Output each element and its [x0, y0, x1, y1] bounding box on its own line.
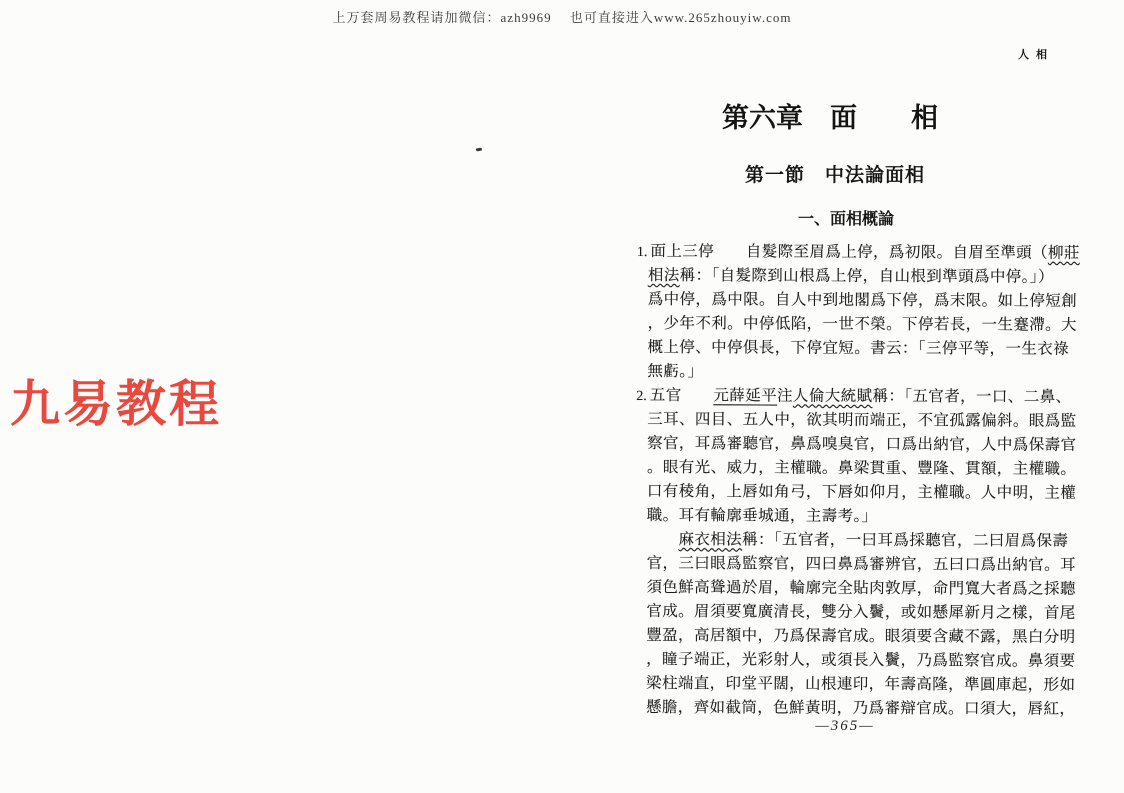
text-line: 2. 五官 元薛延平注人倫大統賦稱：「五官者，一口、二鼻、 [636, 387, 1072, 406]
watermark-text: 九易教程 [10, 375, 222, 433]
text-line: 1. 面上三停 自髮際至眉爲上停，爲初限。自眉至準頭（柳莊 [636, 243, 1080, 262]
running-head: 人相 [1018, 49, 1054, 61]
text-line: 麻衣相法稱：「五官者，一曰耳爲採聽官，二曰眉爲保壽 [678, 531, 1069, 550]
page-number: —365— [815, 718, 875, 734]
text-line: 相法稱：「自髮際到山根爲上停，自山根到準頭爲中停。」） [647, 266, 1054, 286]
text-line: ，少年不利。中停低陷，一世不榮。下停若長，一生蹇滯。大 [647, 314, 1077, 334]
text-line: 無虧。」 [647, 362, 704, 381]
text-line: 官成。眉須要寬廣清長，雙分入鬢，或如懸犀新月之樣，首尾 [646, 602, 1076, 622]
scan-artifact-speck [476, 148, 482, 152]
text-line: 懸膽，齊如截筒，色鮮黃明，乃爲審辯官成。口須大，唇紅， [645, 698, 1076, 718]
text-line: ，瞳子端正，光彩射人，或須長入鬢，乃爲監察官成。鼻須要 [646, 650, 1076, 670]
text-line: 職。耳有輪廓垂城通，主壽考。」 [646, 506, 878, 526]
text-line: 梁柱端直，印堂平闊，山根連印，年壽高隆，準圓庫起，形如 [646, 674, 1076, 694]
text-line: 察官，耳爲審聽官，鼻爲嗅臭官，口爲出納官，人中爲保壽官 [647, 434, 1077, 454]
text-line: 官，三曰眼爲監察官，四曰鼻爲審辨官，五曰口爲出納官。耳 [646, 554, 1076, 574]
text-line: 豐盈，高居額中，乃爲保壽官成。眼須要含藏不露，黑白分明 [646, 626, 1076, 646]
section-title: 第一節 中法論面相 [744, 165, 925, 186]
text-line: 口有稜角，上唇如角弓，下唇如仰月，主權職。人中明，主權 [646, 482, 1077, 502]
body-text [636, 240, 1088, 722]
text-line: 。眼有光、威力，主權職。鼻梁貫重、豐隆、貫額，主權職。 [646, 458, 1077, 478]
chapter-title: 第六章 面 相 [722, 103, 938, 133]
text-line: 須色鮮高聳過於眉，輪廓完全貼肉敦厚，命門寬大者爲之採聽 [646, 578, 1076, 598]
text-line: 爲中停，爲中限。自人中到地閣爲下停，爲末限。如上停短創 [647, 290, 1078, 310]
subsection-title: 一、面相概論 [797, 211, 894, 228]
text-line: 三耳、四目、五人中，欲其明而端正，不宜孤露偏斜。眼爲監 [647, 410, 1077, 430]
header-ad-text: 上万套周易教程请加微信：azh9969 也可直接进入www.265zhouyiw.com [332, 10, 792, 25]
text-line: 概上停、中停俱長，下停宜短。書云：「三停平等，一生衣祿 [647, 338, 1070, 358]
